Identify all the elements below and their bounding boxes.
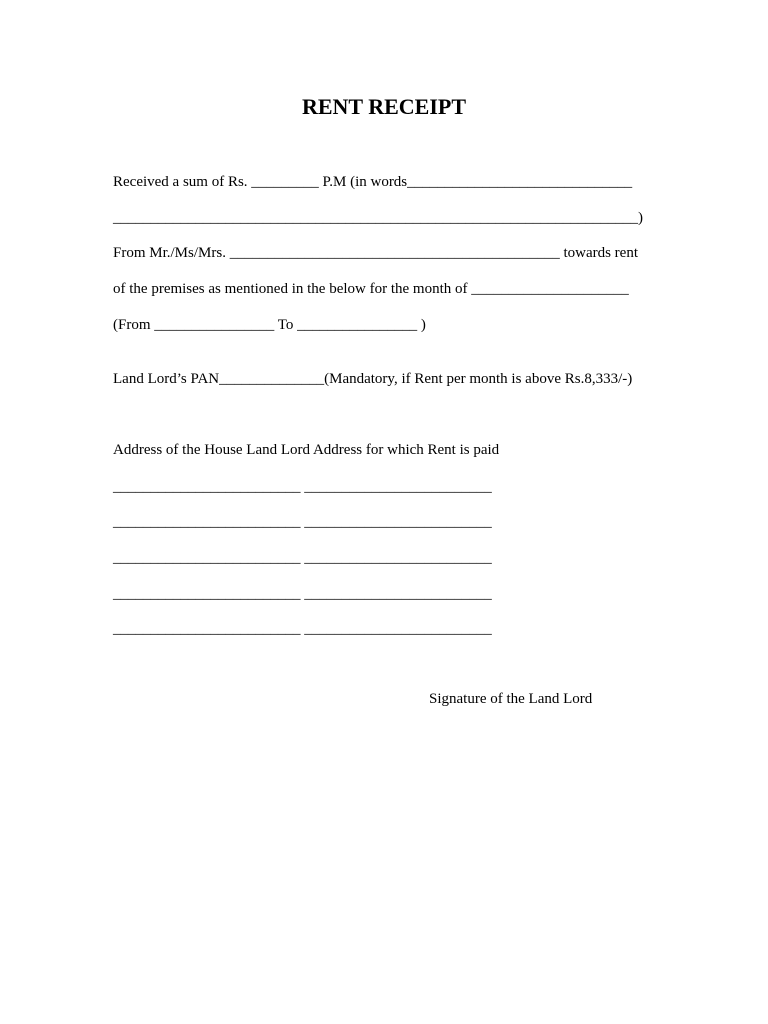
address-blank-row-5: _________________________ _________________________ <box>113 621 492 637</box>
from-tenant-line: From Mr./Ms/Mrs. ____________________________________________ towards rent <box>113 245 638 261</box>
address-blank-row-3: _________________________ _________________________ <box>113 550 492 566</box>
address-heading: Address of the House Land Lord Address for which Rent is paid <box>113 442 500 458</box>
landlord-pan-line: Land Lord’s PAN______________(Mandatory, if Rent per month is above Rs.8,333/-) <box>113 371 633 387</box>
address-blank-row-1: _________________________ _________________________ <box>113 479 492 495</box>
premises-month-line: of the premises as mentioned in the below for the month of _____________________ <box>113 281 629 297</box>
document-title: RENT RECEIPT <box>301 94 467 119</box>
amount-in-words-line: ______________________________________________________________________) <box>113 210 643 226</box>
received-sum-line: Received a sum of Rs. _________ P.M (in words______________________________ <box>113 174 633 190</box>
address-blank-row-2: _________________________ _________________________ <box>113 514 492 530</box>
landlord-signature-label: Signature of the Land Lord <box>429 691 593 707</box>
period-from-to-line: (From ________________ To ________________ ) <box>113 317 426 333</box>
address-blank-row-4: _________________________ _________________________ <box>113 586 492 602</box>
